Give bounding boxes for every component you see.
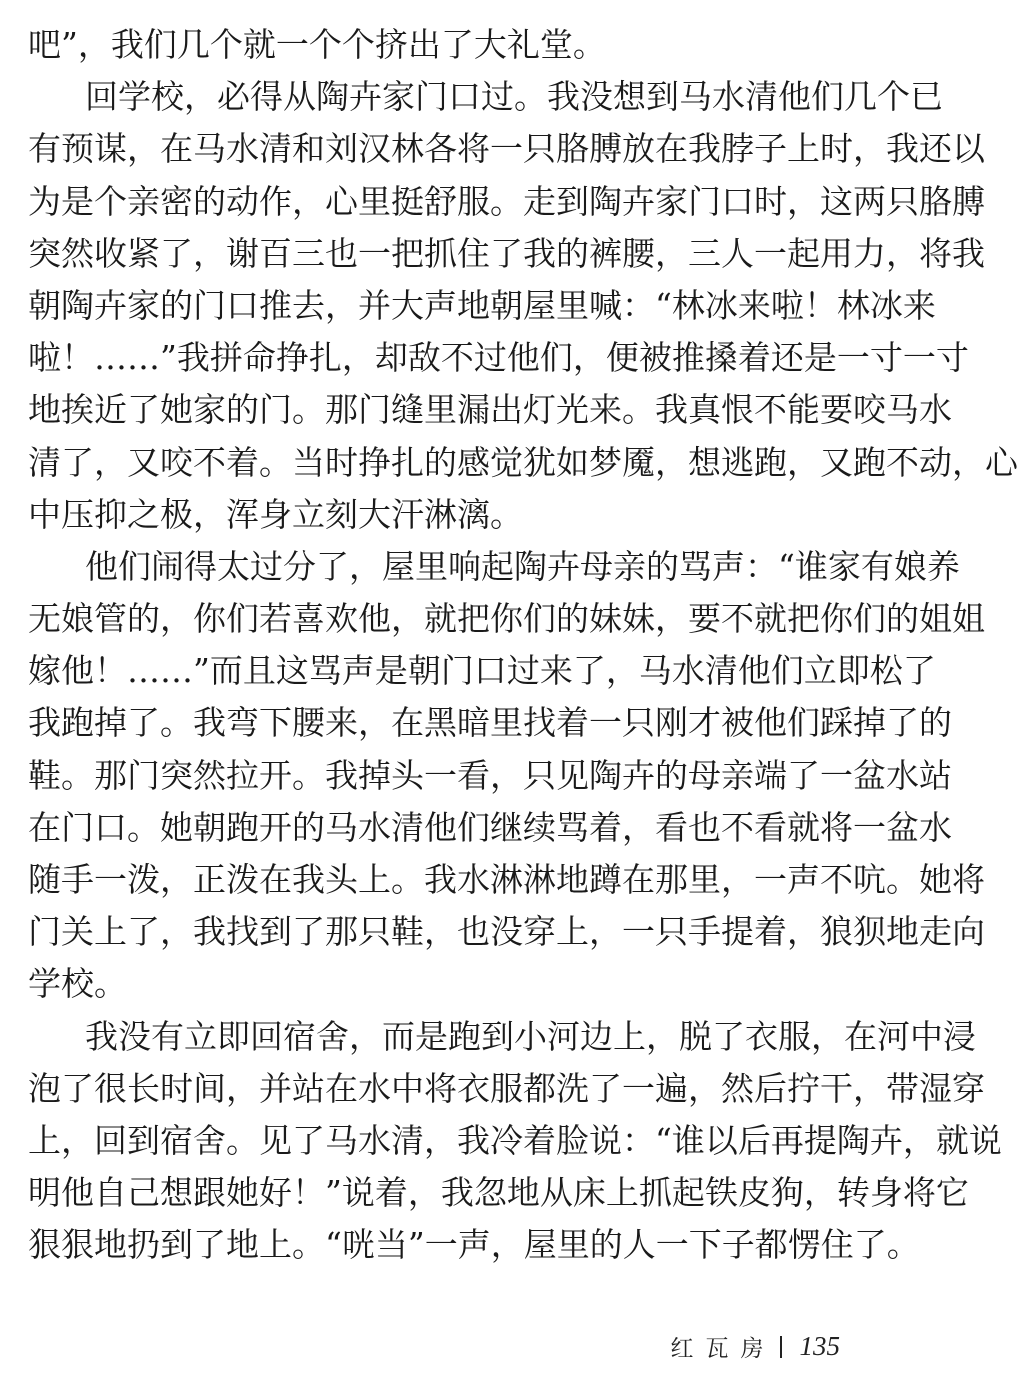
running-title: 红瓦房 bbox=[670, 1336, 776, 1362]
text-line: 无娘管的，你们若喜欢他，就把你们的妹妹，要不就把你们的姐姐 bbox=[28, 599, 985, 639]
text-line: 朝陶卉家的门口推去，并大声地朝屋里喊：“林冰来啦！林冰来 bbox=[28, 285, 936, 325]
text-line: 突然收紧了，谢百三也一把抓住了我的裤腰，三人一起用力，将我 bbox=[28, 233, 985, 273]
paragraph bbox=[28, 541, 985, 1011]
text-line: 嫁他！……”而且这骂声是朝门口过来了，马水清他们立即松了 bbox=[28, 651, 936, 691]
text-line: 我没有立即回宿舍，而是跑到小河边上，脱了衣服，在河中浸 bbox=[85, 1016, 976, 1056]
footer-divider bbox=[780, 1336, 782, 1358]
paragraph bbox=[28, 19, 841, 71]
body-text bbox=[28, 19, 1018, 1272]
page-number: 135 bbox=[799, 1331, 840, 1361]
text-line: 学校。 bbox=[28, 964, 127, 1004]
page-footer bbox=[671, 1330, 841, 1363]
text-line: 我跑掉了。我弯下腰来，在黑暗里找着一只刚才被他们踩掉了的 bbox=[28, 703, 952, 743]
text-line: 随手一泼，正泼在我头上。我水淋淋地蹲在那里，一声不吭。她将 bbox=[28, 860, 985, 899]
text-line: 清了，又咬不着。当时挣扎的感觉犹如梦魇，想逃跑，又跑不动，心 bbox=[28, 442, 1018, 482]
text-line: 他们闹得太过分了，屋里响起陶卉母亲的骂声：“谁家有娘养 bbox=[85, 546, 960, 586]
text-line: 吧”，我们几个就一个个挤出了大礼堂。 bbox=[28, 25, 606, 64]
text-line: 鞋。那门突然拉开。我掉头一看，只见陶卉的母亲端了一盆水站 bbox=[28, 755, 952, 795]
text-line: 明他自己想跟她好！”说着，我忽地从床上抓起铁皮狗，转身将它 bbox=[28, 1173, 969, 1213]
text-line: 狠狠地扔到了地上。“咣当”一声，屋里的人一下子都愣住了。 bbox=[28, 1225, 920, 1265]
text-line: 有预谋，在马水清和刘汉林各将一只胳膊放在我脖子上时，我还以 bbox=[28, 129, 985, 169]
paragraph bbox=[28, 1011, 1002, 1272]
text-line: 啦！……”我拼命挣扎，却敌不过他们，便被推搡着还是一寸一寸 bbox=[28, 338, 969, 378]
text-line: 泡了很长时间，并站在水中将衣服都洗了一遍，然后拧干，带湿穿 bbox=[28, 1068, 985, 1108]
text-line: 地挨近了她家的门。那门缝里漏出灯光来。我真恨不能要咬马水 bbox=[28, 390, 952, 430]
text-line: 为是个亲密的动作，心里挺舒服。走到陶卉家门口时，这两只胳膊 bbox=[28, 181, 985, 221]
text-line: 上，回到宿舍。见了马水清，我冷着脸说：“谁以后再提陶卉，就说 bbox=[28, 1120, 1002, 1160]
text-line: 中压抑之极，浑身立刻大汗淋漓。 bbox=[28, 494, 523, 534]
text-line: 在门口。她朝跑开的马水清他们继续骂着，看也不看就将一盆水 bbox=[28, 807, 952, 847]
paragraph bbox=[28, 71, 1018, 541]
text-line: 门关上了，我找到了那只鞋，也没穿上，一只手提着，狼狈地走向 bbox=[28, 912, 985, 952]
text-line: 回学校，必得从陶卉家门口过。我没想到马水清他们几个已 bbox=[85, 77, 943, 117]
